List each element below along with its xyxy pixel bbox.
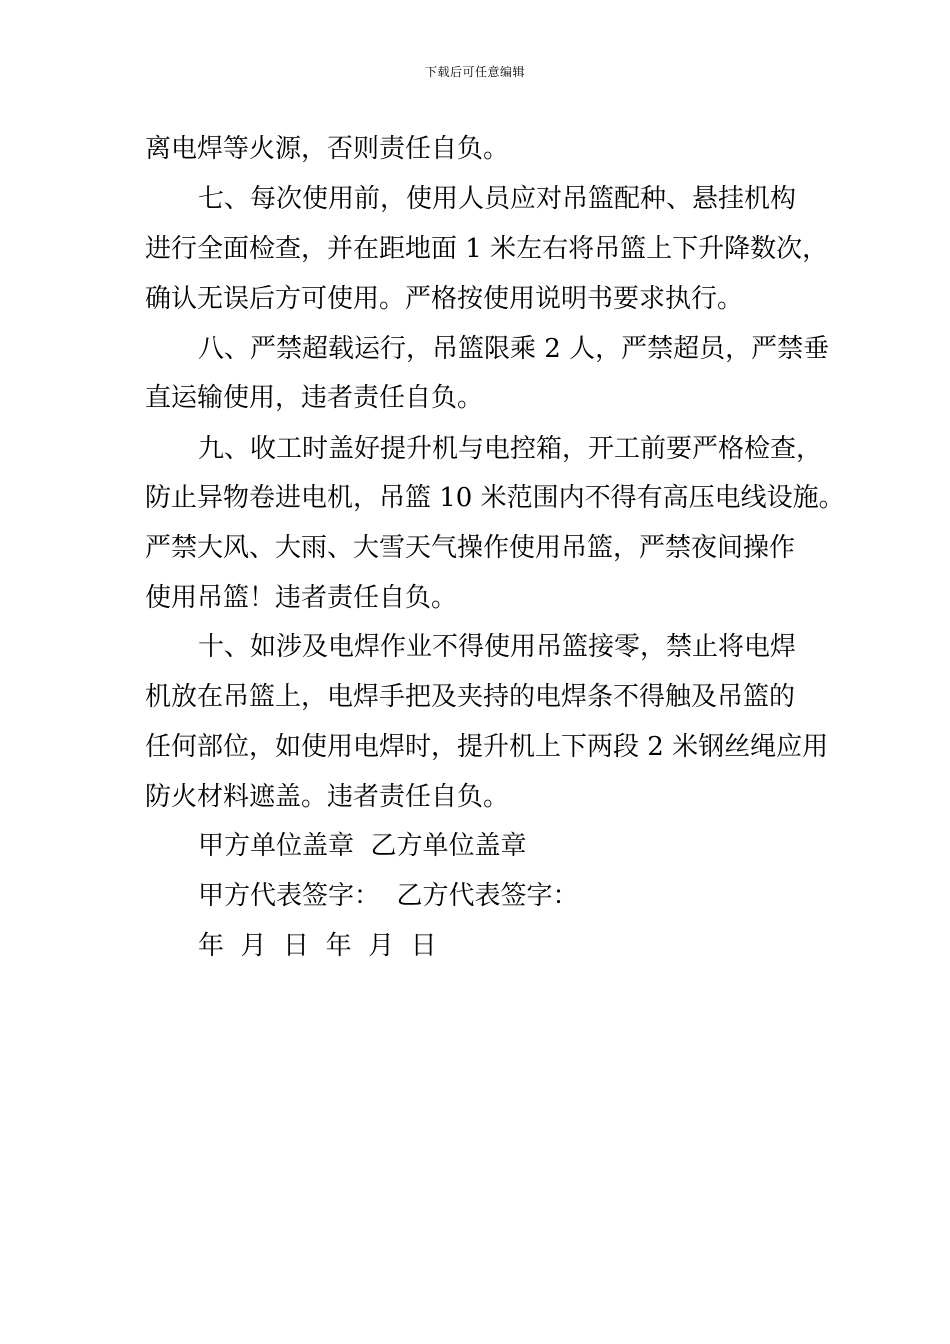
page-header: 下载后可任意编辑: [424, 65, 525, 79]
section-nine-first-line: 九、收工时盖好提升机与电控箱，开工前要严格检查，: [198, 434, 823, 464]
section-eight-first-line: 八、严禁超载运行，吊篮限乘 2 人，严禁超员，严禁垂: [198, 334, 830, 364]
signature-line: 甲方代表签字： 乙方代表签字：: [198, 881, 579, 911]
body-line: 防止异物卷进电机，吊篮 10 米范围内不得有高压电线设施。: [145, 483, 845, 513]
body-line: 防火材料遮盖。违者责任自负。: [145, 782, 510, 812]
body-line: 严禁大风、大雨、大雪天气操作使用吊篮，严禁夜间操作: [145, 533, 796, 563]
body-line: 离电焊等火源，否则责任自负。: [145, 134, 510, 164]
date-line: 年 月 日 年 月 日: [198, 931, 437, 961]
body-line: 进行全面检查，并在距地面 1 米左右将吊篮上下升降数次，: [145, 234, 829, 264]
section-ten-first-line: 十、如涉及电焊作业不得使用吊篮接零，禁止将电焊: [198, 632, 797, 662]
body-line: 使用吊篮！违者责任自负。: [145, 583, 458, 613]
section-seven-first-line: 七、每次使用前，使用人员应对吊篮配种、悬挂机构: [198, 184, 797, 214]
body-line: 直运输使用，违者责任自负。: [145, 383, 484, 413]
body-line: 确认无误后方可使用。严格按使用说明书要求执行。: [145, 284, 744, 314]
body-line: 机放在吊篮上，电焊手把及夹持的电焊条不得触及吊篮的: [145, 682, 796, 712]
body-line: 任何部位，如使用电焊时，提升机上下两段 2 米钢丝绳应用: [145, 732, 829, 762]
stamp-line: 甲方单位盖章 乙方单位盖章: [198, 831, 527, 861]
